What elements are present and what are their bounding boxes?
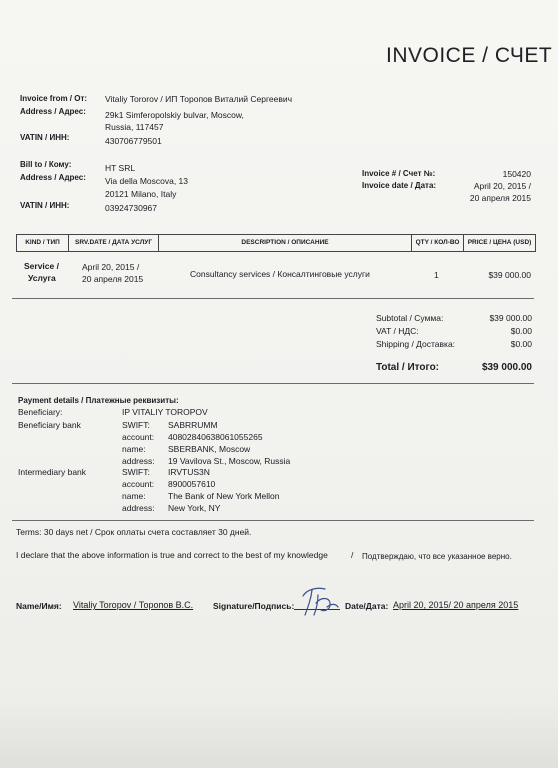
items-table-header	[16, 234, 536, 252]
ib-name-label: name:	[122, 491, 146, 501]
invoice-date-label: Invoice date / Дата:	[362, 181, 437, 190]
ib-account: 8900057610	[168, 479, 216, 489]
signature-label: Signature/Подпись:	[213, 601, 295, 611]
row-date-line1: April 20, 2015 /	[82, 262, 140, 272]
bill-to-address-line2: 20121 Milano, Italy	[105, 189, 177, 199]
ib-account-label: account:	[122, 479, 155, 489]
row-description: Consultancy services / Консалтинговые услуги	[190, 269, 370, 279]
invoice-date-line2: 20 апреля 2015	[469, 193, 531, 203]
page-title: INVOICE / СЧЕТ	[386, 44, 553, 67]
invoice-date-line1: April 20, 2015 /	[473, 181, 531, 191]
total-value: $39 000.00	[481, 362, 532, 373]
beneficiary-bank-label: Beneficiary bank	[18, 420, 81, 430]
row-price: $39 000.00	[488, 270, 531, 280]
invoice-number: 150420	[502, 169, 531, 179]
bb-name: SBERBANK, Moscow	[168, 444, 251, 454]
row-date-line2: 20 апреля 2015	[82, 274, 144, 284]
signer-name: Vitaliy Toropov / Торопов В.С.	[73, 600, 194, 610]
page-shadow	[0, 700, 558, 768]
row-kind-line2: Услуга	[28, 273, 56, 283]
invoice-from-vatin: 430706779501	[105, 136, 162, 146]
header-qty: QTY / КОЛ-ВО	[412, 235, 464, 251]
signature-date: April 20, 2015/ 20 апреля 2015	[393, 600, 519, 610]
divider-after-payment	[12, 520, 534, 521]
bb-account: 40802840638061055265	[168, 432, 263, 442]
vat-label: VAT / НДС:	[376, 326, 419, 336]
ib-address: New York, NY	[168, 503, 221, 513]
beneficiary-value: IP VITALIY TOROPOV	[122, 407, 208, 417]
bb-address: 19 Vavilova St., Moscow, Russia	[168, 456, 291, 466]
header-srv-date: SRV.DATE / ДАТА УСЛУГ	[69, 235, 159, 251]
row-kind-line1: Service /	[24, 261, 59, 271]
header-description: DESCRIPTION / ОПИСАНИЕ	[159, 235, 412, 251]
declaration-ru: Подтверждаю, что все указанное верно.	[362, 552, 512, 561]
bill-to-address-label: Address / Адрес:	[20, 173, 86, 182]
payment-heading: Payment details / Платежные реквизиты:	[18, 396, 179, 405]
subtotal-label: Subtotal / Сумма:	[376, 313, 444, 323]
bill-to-vatin-label: VATIN / ИНН:	[20, 201, 70, 210]
bill-to-name: HT SRL	[105, 163, 136, 173]
divider-after-totals	[12, 383, 534, 384]
handwritten-signature	[294, 585, 344, 621]
invoice-from-address-label: Address / Адрес:	[20, 107, 86, 116]
intermediary-bank-label: Intermediary bank	[18, 467, 87, 477]
divider-after-items	[12, 298, 534, 299]
beneficiary-label: Beneficiary:	[18, 407, 63, 417]
ib-address-label: address:	[122, 503, 155, 513]
header-price: PRICE / ЦЕНА (USD)	[467, 239, 532, 246]
shipping-label: Shipping / Доставка:	[376, 339, 456, 349]
declaration-en: I declare that the above information is true and correct to the best of my knowledge	[16, 550, 328, 560]
shipping-value: $0.00	[510, 339, 532, 349]
vat-value: $0.00	[510, 326, 532, 336]
terms-text: Terms: 30 days net / Срок оплаты счета составляет 30 дней.	[16, 527, 252, 537]
bb-account-label: account:	[122, 432, 155, 442]
invoice-from-vatin-label: VATIN / ИНН:	[20, 133, 70, 142]
ib-name: The Bank of New York Mellon	[168, 491, 280, 501]
row-qty: 1	[434, 270, 439, 280]
bb-address-label: address:	[122, 456, 155, 466]
ib-swift: IRVTUS3N	[168, 467, 210, 477]
subtotal-value: $39 000.00	[489, 313, 532, 323]
ib-swift-label: SWIFT:	[122, 467, 150, 477]
invoice-from-address-line2: Russia, 117457	[105, 122, 164, 132]
invoice-from-name: Vitaliy Tororov / ИП Торопов Виталий Сергеевич	[105, 94, 293, 104]
bill-to-vatin: 03924730967	[105, 203, 158, 213]
bill-to-address-line1: Via della Moscova, 13	[105, 176, 189, 186]
bb-name-label: name:	[122, 444, 146, 454]
invoice-number-label: Invoice # / Счет №:	[362, 169, 436, 178]
invoice-from-label: Invoice from / От:	[20, 94, 88, 103]
bb-swift-label: SWIFT:	[122, 420, 150, 430]
bb-swift: SABRRUMM	[168, 420, 218, 430]
invoice-from-address-line1: 29k1 Simferopolskiy bulvar, Moscow,	[105, 110, 244, 120]
bill-to-label: Bill to / Кому:	[20, 160, 72, 169]
signature-date-label: Date/Дата:	[345, 601, 389, 611]
declaration-separator: /	[351, 550, 354, 560]
total-label: Total / Итого:	[376, 362, 440, 373]
header-kind: KIND / ТИП	[17, 235, 69, 251]
signer-name-label: Name/Имя:	[16, 601, 62, 611]
